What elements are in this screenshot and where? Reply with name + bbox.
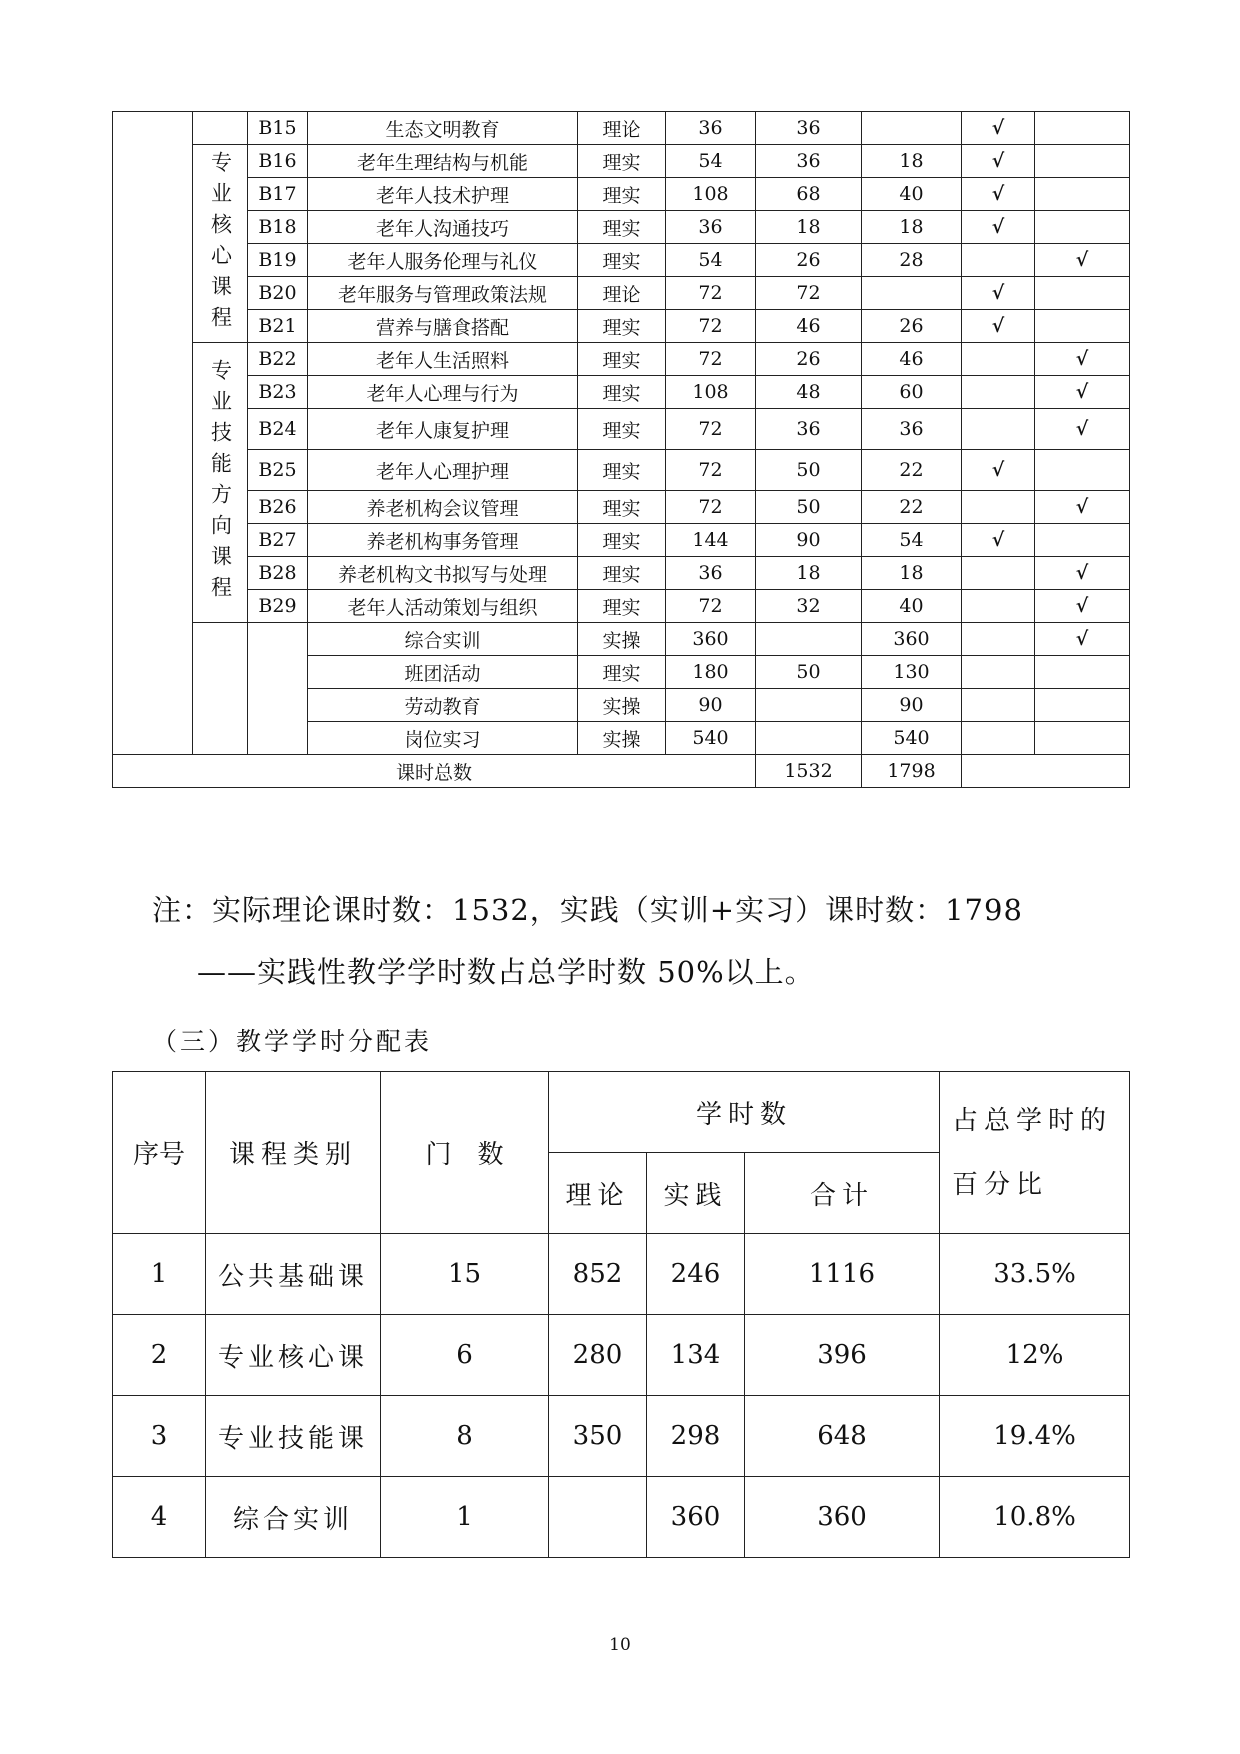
hours-row: [113, 1396, 1130, 1477]
header-category: 课程类别: [206, 1072, 381, 1234]
course-theory-hours: 36: [756, 112, 862, 145]
course-name: 岗位实习: [308, 722, 578, 755]
check-mark-assessment: √: [1035, 590, 1130, 623]
course-name: 老年服务与管理政策法规: [308, 277, 578, 310]
course-total-hours: 36: [666, 557, 756, 590]
hours-practice: 360: [647, 1477, 745, 1558]
course-code: B18: [248, 211, 308, 244]
course-name: 老年人生活照料: [308, 343, 578, 376]
hours-theory: 350: [549, 1396, 647, 1477]
course-code: B26: [248, 491, 308, 524]
page-number: 10: [609, 1635, 631, 1655]
hours-total: 648: [745, 1396, 940, 1477]
course-row: [113, 112, 1130, 145]
course-total-hours: 540: [666, 722, 756, 755]
course-name: 营养与膳食搭配: [308, 310, 578, 343]
course-theory-hours: [756, 623, 862, 656]
course-name: 养老机构事务管理: [308, 524, 578, 557]
course-theory-hours: 18: [756, 557, 862, 590]
check-mark-assessment: [1035, 112, 1130, 145]
hours-total: 396: [745, 1315, 940, 1396]
hours-no: 2: [113, 1315, 206, 1396]
course-code: B29: [248, 590, 308, 623]
group-cell-top: [193, 112, 248, 145]
group-label-core: 专业核心课程: [193, 145, 248, 343]
course-code: B23: [248, 376, 308, 409]
check-mark-assessment: [1035, 722, 1130, 755]
course-theory-hours: 36: [756, 145, 862, 178]
course-type: 理实: [578, 211, 666, 244]
check-mark-exam: √: [962, 211, 1035, 244]
course-type: 实操: [578, 623, 666, 656]
check-mark-exam: [962, 343, 1035, 376]
course-practice-hours: [862, 112, 962, 145]
course-theory-hours: 50: [756, 656, 862, 689]
course-total-hours: 54: [666, 145, 756, 178]
outer-category-cell: [113, 112, 193, 755]
course-practice-hours: 36: [862, 409, 962, 450]
check-mark-exam: [962, 376, 1035, 409]
hours-count: 15: [381, 1234, 549, 1315]
course-type: 理实: [578, 557, 666, 590]
header-hours: 学时数: [549, 1072, 940, 1153]
header-practice: 实践: [647, 1153, 745, 1234]
course-type: 理论: [578, 277, 666, 310]
check-mark-exam: [962, 491, 1035, 524]
course-total-hours: 54: [666, 244, 756, 277]
course-code-empty: [248, 623, 308, 755]
course-row: [113, 623, 1130, 656]
course-table-body: [113, 112, 1130, 788]
check-mark-exam: [962, 722, 1035, 755]
course-row: [113, 524, 1130, 557]
hours-total: 360: [745, 1477, 940, 1558]
check-mark-assessment: [1035, 310, 1130, 343]
hours-percent: 33.5%: [940, 1234, 1130, 1315]
hours-category: 综合实训: [206, 1477, 381, 1558]
course-practice-hours: 46: [862, 343, 962, 376]
course-name: 班团活动: [308, 656, 578, 689]
course-type: 理实: [578, 450, 666, 491]
course-type: 理实: [578, 409, 666, 450]
course-total-hours: 90: [666, 689, 756, 722]
course-code: B17: [248, 178, 308, 211]
check-mark-exam: [962, 623, 1035, 656]
hours-count: 8: [381, 1396, 549, 1477]
course-code: B19: [248, 244, 308, 277]
course-row: [113, 376, 1130, 409]
course-theory-hours: [756, 689, 862, 722]
total-theory: 1532: [756, 755, 862, 788]
course-row: [113, 491, 1130, 524]
course-total-hours: 72: [666, 277, 756, 310]
check-mark-assessment: [1035, 524, 1130, 557]
check-mark-assessment: [1035, 656, 1130, 689]
check-mark-exam: [962, 557, 1035, 590]
course-theory-hours: 18: [756, 211, 862, 244]
course-code: B24: [248, 409, 308, 450]
header-no: 序号: [113, 1072, 206, 1234]
course-practice-hours: 90: [862, 689, 962, 722]
course-theory-hours: 26: [756, 244, 862, 277]
check-mark-assessment: √: [1035, 557, 1130, 590]
hours-practice: 246: [647, 1234, 745, 1315]
hours-no: 4: [113, 1477, 206, 1558]
course-name: 老年人康复护理: [308, 409, 578, 450]
check-mark-exam: √: [962, 524, 1035, 557]
course-total-hours: 72: [666, 409, 756, 450]
check-mark-exam: √: [962, 310, 1035, 343]
course-code: B25: [248, 450, 308, 491]
course-total-hours: 72: [666, 450, 756, 491]
course-type: 理实: [578, 590, 666, 623]
course-code: B16: [248, 145, 308, 178]
hours-count: 6: [381, 1315, 549, 1396]
course-row: [113, 409, 1130, 450]
check-mark-exam: [962, 656, 1035, 689]
course-type: 理实: [578, 376, 666, 409]
hours-category: 专业核心课: [206, 1315, 381, 1396]
course-practice-hours: 130: [862, 656, 962, 689]
course-code: B15: [248, 112, 308, 145]
check-mark-exam: [962, 244, 1035, 277]
course-type: 理实: [578, 178, 666, 211]
section-title: （三）教学学时分配表: [152, 1027, 433, 1056]
hours-theory: [549, 1477, 647, 1558]
course-practice-hours: 18: [862, 145, 962, 178]
course-total-hours: 72: [666, 343, 756, 376]
course-code: B21: [248, 310, 308, 343]
course-practice-hours: 540: [862, 722, 962, 755]
course-row: [113, 343, 1130, 376]
course-row: [113, 211, 1130, 244]
hours-category: 公共基础课: [206, 1234, 381, 1315]
course-type: 理实: [578, 244, 666, 277]
course-name: 生态文明教育: [308, 112, 578, 145]
hours-theory: 852: [549, 1234, 647, 1315]
teaching-hours-allocation-table: [112, 1071, 1130, 1558]
check-mark-assessment: √: [1035, 491, 1130, 524]
check-mark-exam: √: [962, 450, 1035, 491]
hours-theory: 280: [549, 1315, 647, 1396]
course-row: [113, 244, 1130, 277]
check-mark-assessment: √: [1035, 623, 1130, 656]
course-total-hours: 108: [666, 178, 756, 211]
total-practice: 1798: [862, 755, 962, 788]
course-code: B28: [248, 557, 308, 590]
check-mark-assessment: [1035, 211, 1130, 244]
course-row: [113, 145, 1130, 178]
course-theory-hours: 50: [756, 491, 862, 524]
course-row: [113, 277, 1130, 310]
course-total-hours: 36: [666, 112, 756, 145]
course-theory-hours: 32: [756, 590, 862, 623]
group-cell-practice: [193, 623, 248, 755]
course-total-hours: 72: [666, 590, 756, 623]
check-mark-exam: √: [962, 178, 1035, 211]
check-mark-exam: √: [962, 145, 1035, 178]
check-mark-assessment: √: [1035, 409, 1130, 450]
course-theory-hours: 50: [756, 450, 862, 491]
course-practice-hours: 40: [862, 178, 962, 211]
header-percent: 占总学时的百分比: [940, 1072, 1130, 1234]
check-mark-exam: [962, 409, 1035, 450]
check-mark-assessment: √: [1035, 244, 1130, 277]
course-theory-hours: 48: [756, 376, 862, 409]
total-label: 课时总数: [113, 755, 756, 788]
course-name: 老年人服务伦理与礼仪: [308, 244, 578, 277]
course-code: B20: [248, 277, 308, 310]
hours-count: 1: [381, 1477, 549, 1558]
course-total-hours: 72: [666, 310, 756, 343]
check-mark-exam: √: [962, 277, 1035, 310]
course-theory-hours: 90: [756, 524, 862, 557]
course-name: 综合实训: [308, 623, 578, 656]
header-count: 门 数: [381, 1072, 549, 1234]
course-theory-hours: 72: [756, 277, 862, 310]
course-total-hours: 180: [666, 656, 756, 689]
course-type: 理实: [578, 491, 666, 524]
check-mark-exam: [962, 590, 1035, 623]
check-mark-assessment: [1035, 689, 1130, 722]
course-total-hours: 360: [666, 623, 756, 656]
course-practice-hours: 28: [862, 244, 962, 277]
course-name: 老年人技术护理: [308, 178, 578, 211]
course-practice-hours: 22: [862, 450, 962, 491]
hours-row: [113, 1315, 1130, 1396]
course-practice-hours: 54: [862, 524, 962, 557]
check-mark-assessment: [1035, 178, 1130, 211]
note-line-2: ——实践性教学学时数占总学时数 50%以上。: [197, 955, 815, 989]
course-name: 老年人心理与行为: [308, 376, 578, 409]
course-practice-hours: 40: [862, 590, 962, 623]
course-total-row: [113, 755, 1130, 788]
note-line-1: 注：实际理论课时数：1532，实践（实训+实习）课时数：1798: [152, 893, 1023, 927]
course-practice-hours: 18: [862, 211, 962, 244]
course-type: 理实: [578, 524, 666, 557]
hours-total: 1116: [745, 1234, 940, 1315]
check-mark-assessment: [1035, 450, 1130, 491]
course-type: 理实: [578, 145, 666, 178]
course-row: [113, 178, 1130, 211]
hours-no: 3: [113, 1396, 206, 1477]
course-row: [113, 310, 1130, 343]
course-name: 老年生理结构与机能: [308, 145, 578, 178]
course-row: [113, 590, 1130, 623]
course-row: [113, 557, 1130, 590]
course-code: B27: [248, 524, 308, 557]
hours-row: [113, 1477, 1130, 1558]
course-total-hours: 72: [666, 491, 756, 524]
course-code: B22: [248, 343, 308, 376]
hours-practice: 298: [647, 1396, 745, 1477]
course-practice-hours: 26: [862, 310, 962, 343]
hours-percent: 12%: [940, 1315, 1130, 1396]
course-type: 理实: [578, 310, 666, 343]
hours-percent: 10.8%: [940, 1477, 1130, 1558]
course-practice-hours: 60: [862, 376, 962, 409]
course-type: 理论: [578, 112, 666, 145]
course-practice-hours: 22: [862, 491, 962, 524]
hours-practice: 134: [647, 1315, 745, 1396]
course-total-hours: 108: [666, 376, 756, 409]
check-mark-assessment: √: [1035, 376, 1130, 409]
header-theory: 理论: [549, 1153, 647, 1234]
check-mark-exam: [962, 689, 1035, 722]
hours-no: 1: [113, 1234, 206, 1315]
course-type: 理实: [578, 343, 666, 376]
hours-table-body: [113, 1234, 1130, 1558]
course-theory-hours: 46: [756, 310, 862, 343]
course-name: 老年人活动策划与组织: [308, 590, 578, 623]
course-name: 养老机构文书拟写与处理: [308, 557, 578, 590]
total-empty: [962, 755, 1130, 788]
course-total-hours: 36: [666, 211, 756, 244]
course-type: 理实: [578, 656, 666, 689]
course-practice-hours: 18: [862, 557, 962, 590]
course-theory-hours: 36: [756, 409, 862, 450]
course-theory-hours: 26: [756, 343, 862, 376]
course-name: 老年人沟通技巧: [308, 211, 578, 244]
hours-percent: 19.4%: [940, 1396, 1130, 1477]
course-type: 实操: [578, 722, 666, 755]
course-total-hours: 144: [666, 524, 756, 557]
check-mark-exam: √: [962, 112, 1035, 145]
course-type: 实操: [578, 689, 666, 722]
check-mark-assessment: √: [1035, 343, 1130, 376]
course-name: 劳动教育: [308, 689, 578, 722]
hours-category: 专业技能课: [206, 1396, 381, 1477]
course-practice-hours: [862, 277, 962, 310]
check-mark-assessment: [1035, 145, 1130, 178]
course-practice-hours: 360: [862, 623, 962, 656]
course-row: [113, 450, 1130, 491]
course-name: 老年人心理护理: [308, 450, 578, 491]
hours-row: [113, 1234, 1130, 1315]
check-mark-assessment: [1035, 277, 1130, 310]
course-name: 养老机构会议管理: [308, 491, 578, 524]
course-theory-hours: [756, 722, 862, 755]
course-hours-table: [112, 111, 1130, 788]
header-total: 合计: [745, 1153, 940, 1234]
course-theory-hours: 68: [756, 178, 862, 211]
group-label-skill: 专业技能方向课程: [193, 343, 248, 623]
